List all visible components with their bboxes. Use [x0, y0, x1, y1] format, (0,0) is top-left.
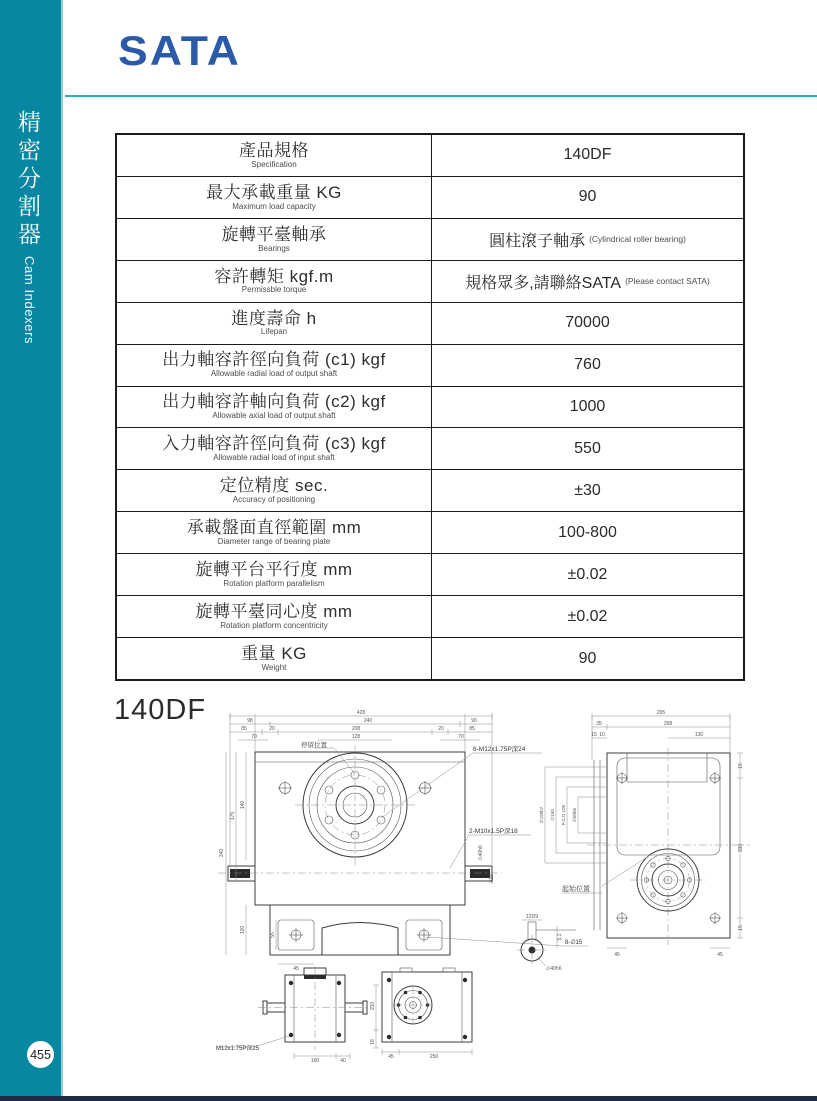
spec-label-cell	[117, 219, 432, 260]
spec-value: 70000	[565, 314, 610, 332]
spec-label-cjk: 旋轉平臺軸承	[221, 224, 327, 244]
drawing-label: 140	[240, 800, 246, 810]
spec-label-cjk: 容許轉矩 kgf.m	[214, 266, 334, 286]
drawing-label: 70	[251, 734, 257, 740]
drawing-label: 250	[429, 1054, 439, 1060]
spec-row	[117, 553, 743, 595]
sidebar-title-cjk: 精密分割器	[15, 110, 41, 250]
drawing-label: ∅40h6	[478, 845, 484, 861]
drawing-label: ∅190h7	[539, 806, 544, 824]
front-view	[218, 745, 502, 955]
drawing-label: 90	[471, 718, 477, 724]
spec-row	[117, 218, 743, 260]
sidebar	[0, 0, 63, 1101]
spec-value-cell	[432, 261, 743, 302]
spec-value-cell	[432, 638, 743, 679]
spec-value: 圓柱滾子軸承	[489, 232, 586, 250]
spec-label-en: Permissble torque	[241, 285, 307, 295]
spec-value-cell	[432, 512, 743, 553]
drawing-label: 295	[656, 710, 666, 716]
spec-label-cjk: 入力軸容許徑向負荷 (c3) kgf	[162, 434, 386, 454]
spec-row	[117, 302, 743, 344]
spec-label-en: Accuracy of positioning	[232, 495, 316, 505]
drawing-label: 10	[599, 732, 605, 738]
spec-row	[117, 135, 743, 176]
spec-label-cell	[117, 470, 432, 511]
spec-label-cell	[117, 261, 432, 302]
drawing-label: 85	[241, 726, 247, 732]
spec-label-cell	[117, 638, 432, 679]
spec-value: 100-800	[558, 523, 617, 541]
drawing-label: 160	[310, 1058, 320, 1064]
drawing-label: 45	[293, 966, 299, 972]
spec-value: 90	[578, 649, 597, 667]
drawing-label: 18	[370, 1039, 376, 1045]
spec-label-cjk: 旋轉平臺同心度 mm	[195, 601, 353, 621]
spec-label-cjk: 出力軸容許軸向負荷 (c2) kgf	[162, 392, 386, 412]
side-view	[587, 748, 750, 945]
spec-value-note: (Cylindrical roller bearing)	[589, 234, 686, 245]
model-heading: 140DF	[114, 694, 207, 726]
drawing-label: 208	[351, 726, 361, 732]
drawing-label: 起始位置	[562, 886, 590, 893]
spec-label-en: Specification	[251, 159, 297, 169]
spec-value: 規格眾多,請聯絡SATA	[465, 274, 622, 292]
spec-label-en: Maximum load capacity	[232, 201, 316, 211]
spec-label-cjk: 定位精度 sec.	[219, 476, 329, 496]
drawing-label: 240	[363, 718, 373, 724]
drawing-label: 268	[663, 721, 673, 727]
drawing-label: P.C.D 105	[561, 804, 566, 826]
spec-row	[117, 511, 743, 553]
spec-label-en: Allowable radial load of input shaft	[213, 453, 335, 463]
spec-row	[117, 344, 743, 386]
spec-value-cell	[432, 345, 743, 386]
spec-value: ±0.02	[567, 565, 608, 583]
spec-label-cell	[117, 554, 432, 595]
drawing-label: 98	[247, 718, 253, 724]
spec-label-cell	[117, 177, 432, 218]
drawing-label: 45	[717, 952, 723, 958]
drawing-label: 330	[738, 843, 744, 853]
spec-value-cell	[432, 177, 743, 218]
drawing-label: 45	[388, 1054, 394, 1060]
spec-value: 90	[578, 188, 597, 206]
spec-value: ±0.02	[567, 607, 608, 625]
spec-label-cell	[117, 135, 432, 176]
spec-label-en: Allowable radial load of output shaft	[210, 369, 338, 379]
drawing-label: 20	[269, 726, 275, 732]
page-number-badge	[27, 1041, 54, 1068]
drawing-label: 85	[469, 726, 475, 732]
header-rule	[65, 95, 817, 97]
drawing-label: 15	[738, 763, 744, 769]
spec-label-cell	[117, 512, 432, 553]
spec-label-cell	[117, 596, 432, 637]
spec-value-cell	[432, 219, 743, 260]
drawing-label: 6-M12x1.75P深24	[473, 746, 526, 753]
drawing-label: 128	[351, 734, 361, 740]
drawing-label: 2-M10x1.5P深18	[469, 828, 518, 835]
spec-label-en: Lifepan	[260, 327, 288, 337]
front-view-dimensions	[226, 713, 588, 964]
drawing-label: 40	[340, 1058, 346, 1064]
spec-label-cjk: 最大承載重量 KG	[206, 182, 342, 202]
bottom-view-rear	[373, 968, 472, 1055]
spec-label-cjk: 出力軸容許徑向負荷 (c1) kgf	[162, 350, 386, 370]
page-number: 455	[30, 1047, 51, 1062]
drawing-label: 12D9	[526, 914, 538, 920]
spec-value: 550	[574, 439, 601, 457]
technical-drawing	[210, 700, 810, 1075]
spec-row	[117, 176, 743, 218]
drawing-label: 15	[591, 732, 597, 738]
drawing-label: 8-∅15	[565, 940, 583, 946]
drawing-label: 15	[738, 925, 744, 931]
drawing-label: 340	[219, 848, 225, 858]
spec-label-en: Diameter range of bearing plate	[217, 536, 331, 546]
spec-value: 760	[574, 356, 601, 374]
spec-value: ±30	[574, 481, 601, 499]
drawing-label: 35	[596, 721, 602, 727]
spec-value: 1000	[569, 397, 606, 415]
spec-value-cell	[432, 596, 743, 637]
spec-label-en: Weight	[261, 662, 287, 672]
drawing-label: 130	[694, 732, 704, 738]
spec-value-cell	[432, 554, 743, 595]
spec-label-cjk: 產品規格	[239, 140, 309, 160]
spec-row	[117, 427, 743, 469]
drawing-label: 55	[270, 932, 276, 938]
dimension-labels	[216, 710, 744, 1064]
spec-label-cjk: 重量 KG	[241, 643, 307, 663]
drawing-label: 停留位置	[301, 742, 327, 749]
drawing-label: 70	[458, 734, 464, 740]
spec-value-cell	[432, 303, 743, 344]
spec-row	[117, 469, 743, 511]
spec-label-en: Rotation platform parallelism	[223, 578, 325, 588]
spec-label-cell	[117, 345, 432, 386]
drawing-label: 428	[356, 710, 366, 716]
spec-row	[117, 386, 743, 428]
spec-row	[117, 595, 743, 637]
brand-logo: SATA	[118, 27, 242, 74]
drawing-label: 20	[438, 726, 444, 732]
spec-value-cell	[432, 470, 743, 511]
drawing-label: ∅150	[550, 809, 555, 821]
spec-label-en: Allowable axial load of output shaft	[212, 411, 336, 421]
spec-value-cell	[432, 387, 743, 428]
page-bottom-rule	[0, 1096, 817, 1101]
spec-label-en: Rotation platform concentricity	[220, 620, 328, 630]
spec-table	[115, 133, 745, 681]
spec-value-note: (Please contact SATA)	[625, 276, 710, 287]
spec-label-cell	[117, 303, 432, 344]
sidebar-title-en: Cam Indexers	[22, 256, 37, 345]
drawing-label: 210	[370, 1001, 376, 1011]
spec-value: 140DF	[563, 146, 612, 164]
side-view-dimensions	[545, 713, 743, 948]
drawing-label: ∅60h6	[572, 808, 577, 822]
spec-label-cell	[117, 387, 432, 428]
drawing-label: 175	[230, 811, 236, 821]
spec-label-cell	[117, 428, 432, 469]
spec-label-cjk: 進度壽命 h	[231, 308, 317, 328]
spec-label-cjk: 旋轉平台平行度 mm	[195, 560, 353, 580]
drawing-label: 120	[240, 925, 246, 935]
drawing-label: ∅15	[489, 874, 495, 884]
drawing-label: M12x1.75P深25	[216, 1046, 260, 1052]
spec-label-cjk: 承載盤面直徑範圍 mm	[186, 518, 362, 538]
spec-row	[117, 260, 743, 302]
spec-value-cell	[432, 428, 743, 469]
drawing-label: 45	[614, 952, 620, 958]
spec-label-en: Bearings	[258, 243, 290, 253]
drawing-label: 5.1	[557, 933, 563, 941]
spec-row	[117, 637, 743, 679]
drawing-label: ∅40h6	[546, 966, 562, 972]
spec-value-cell	[432, 135, 743, 176]
